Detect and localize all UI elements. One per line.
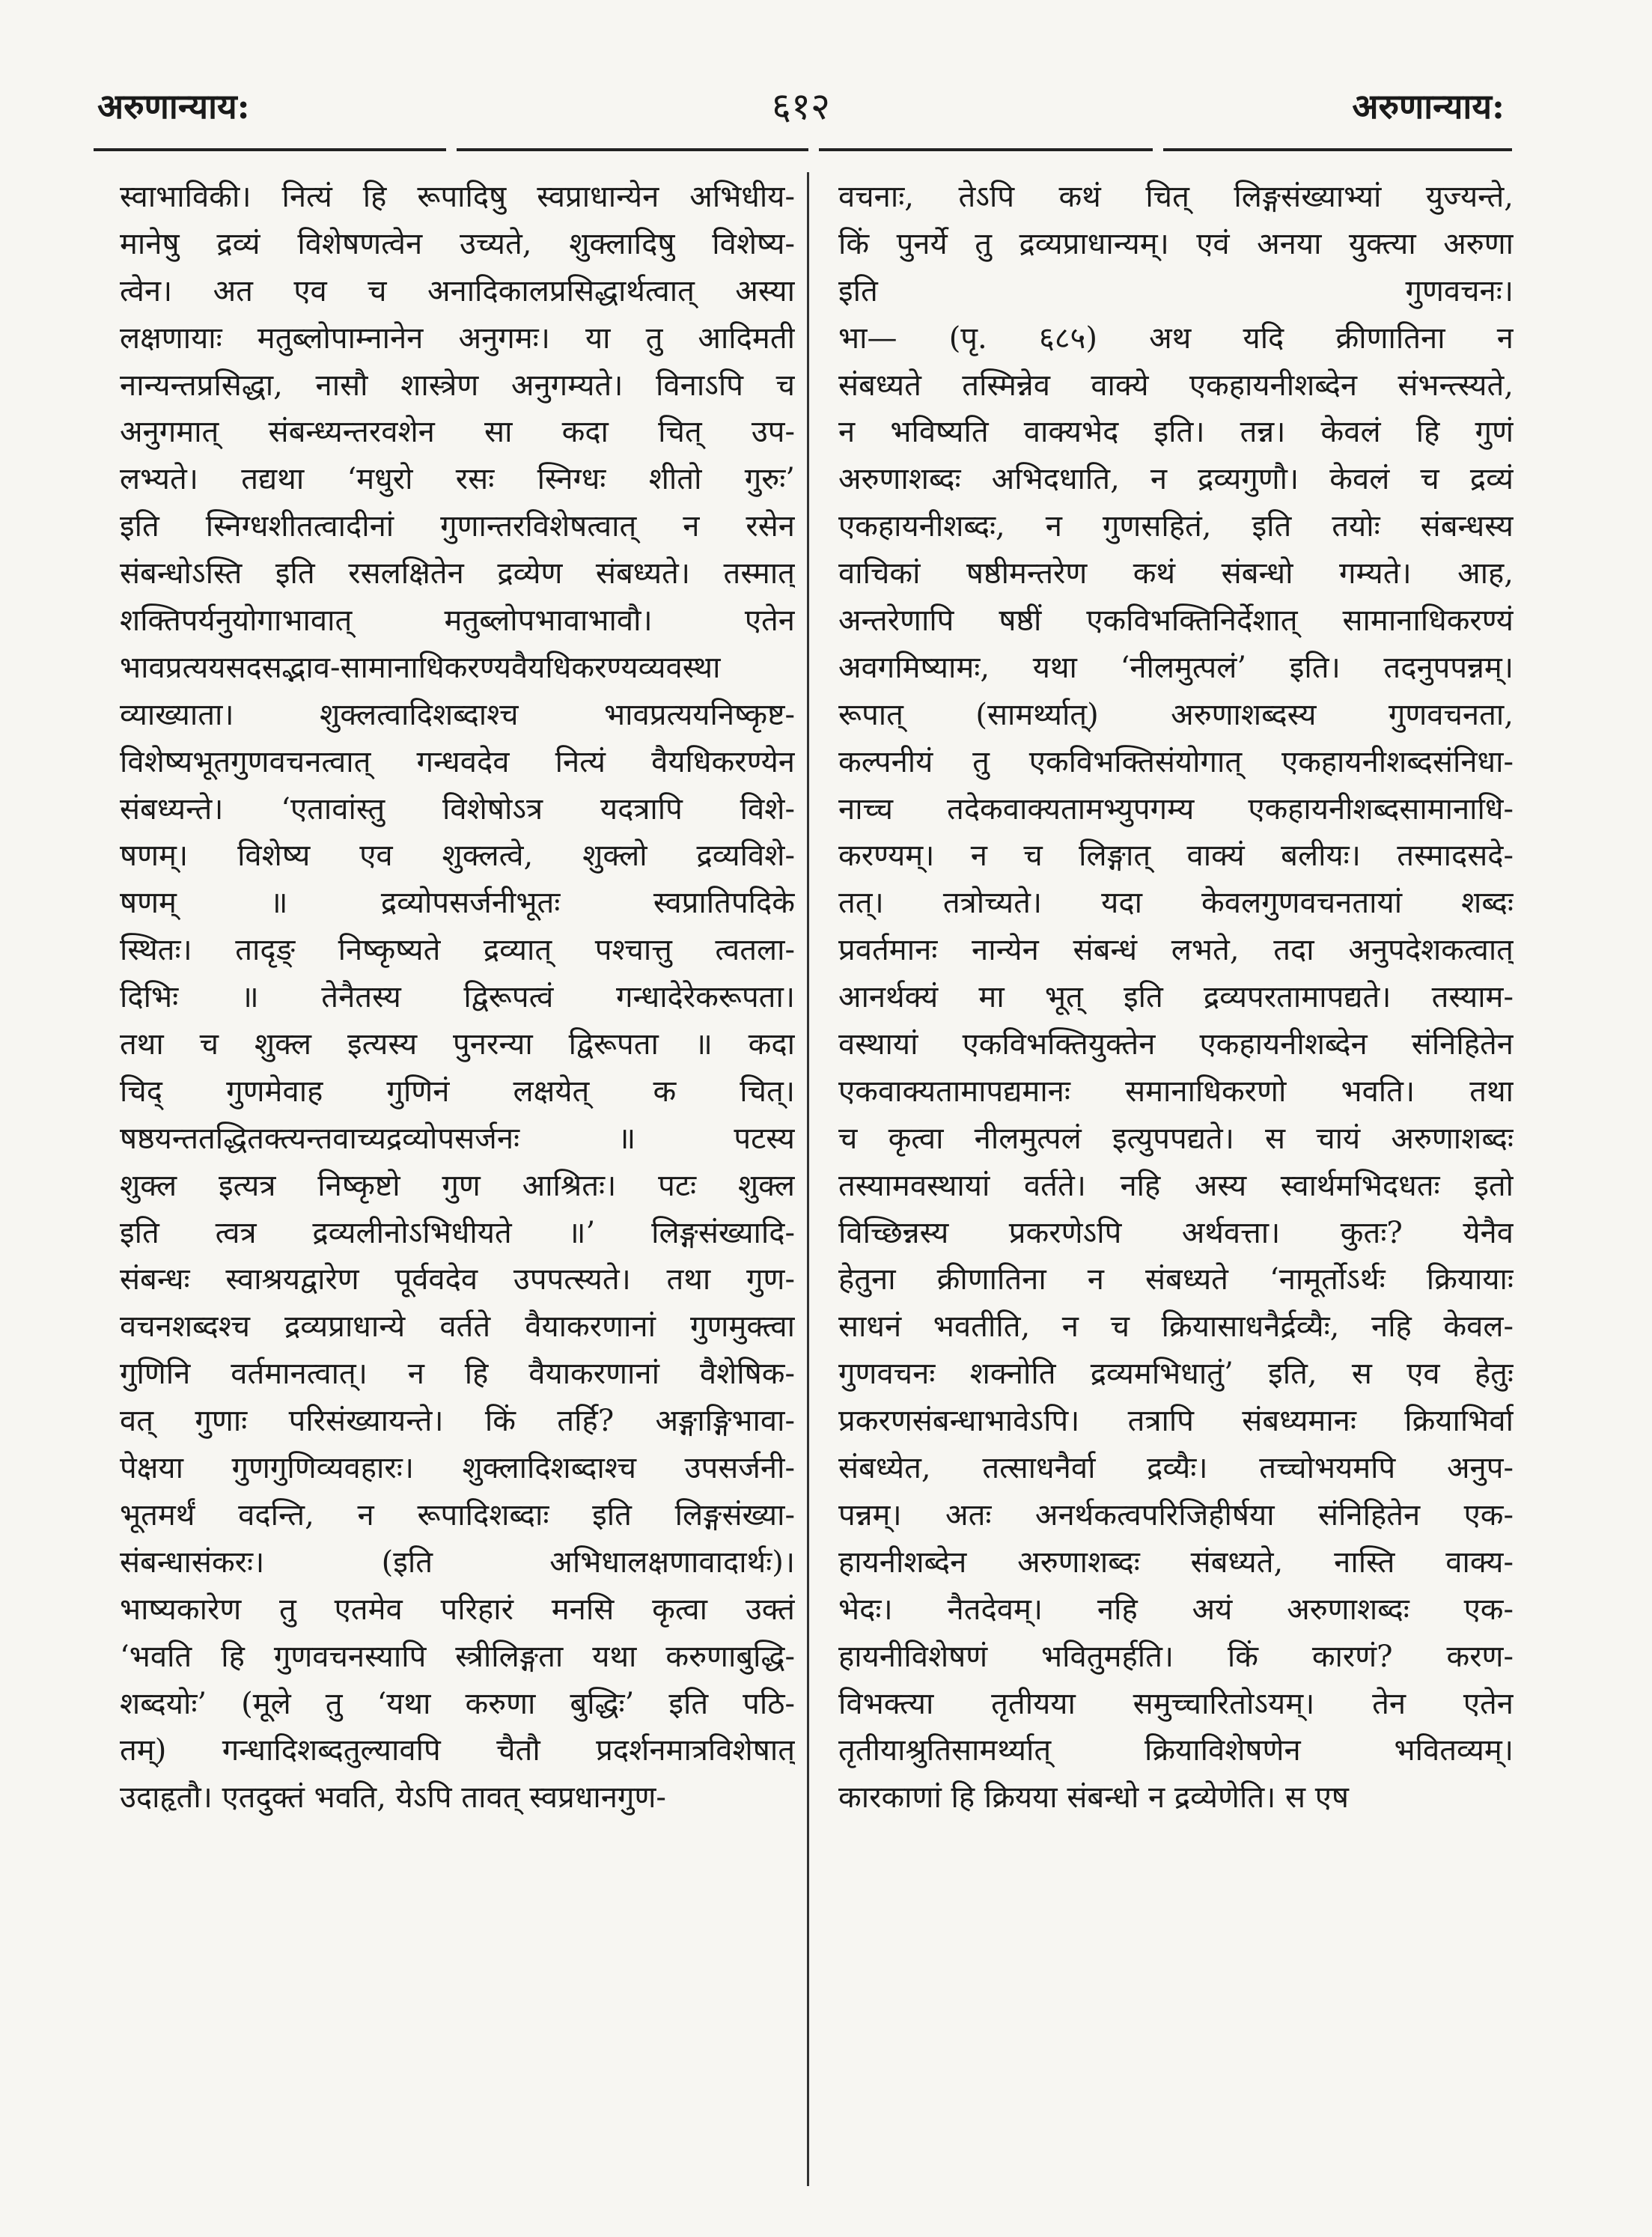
text-line: वस्थायां एकविभक्तियुक्तेन एकहायनीशब्देन संनिहितेन [838, 1027, 1514, 1062]
text-line: संबन्धोऽस्ति इति रसलक्षितेन द्रव्येण संबध्यते। तस्मात् [120, 556, 795, 591]
text-line: भावप्रत्ययसदसद्भाव-सामानाधिकरण्यवैयधिकरण्यव्यवस्था [120, 650, 721, 685]
text-line: करण्यम्। न च लिङ्गात् वाक्यं बलीयः। तस्मादसदे- [838, 839, 1514, 874]
text-line: कारकाणां हि क्रियया संबन्धो न द्रव्येणेति। स एष [838, 1780, 1350, 1816]
text-line: उदाहृतौ। एतदुक्तं भवति, येऽपि तावत् स्वप्रधानगुण- [120, 1780, 666, 1816]
text-line: विभक्त्या तृतीयया समुच्चारितोऽयम्। तेन एतेन [838, 1686, 1514, 1721]
text-line: इति गुणवचनः। [838, 273, 1514, 308]
text-line: पन्नम्। अतः अनर्थकत्वपरिजिहीर्षया संनिहितेन एक- [838, 1497, 1514, 1533]
text-line: संबन्धासंकरः। (इति अभिधालक्षणावादार्थः)। [120, 1544, 795, 1580]
text-line: गुणवचनः शक्नोति द्रव्यमभिधातुं’ इति, स एव हेतुः [838, 1357, 1514, 1392]
text-line: दिभिः ॥ तेनैतस्य द्विरूपत्वं गन्धादेरेकरूपता। [120, 980, 795, 1015]
text-line: षणम् ॥ द्रव्योपसर्जनीभूतः स्वप्रातिपदिके [120, 886, 795, 921]
text-line: गुणिनि वर्तमानत्वात्। न हि वैयाकरणानां वैशेषिक- [120, 1357, 795, 1392]
text-line: वचनाः, तेऽपि कथं चित् लिङ्गसंख्याभ्यां युज्यन्ते, [838, 180, 1514, 214]
rule-break [446, 145, 457, 153]
running-head-left: अरुणान्याय: [97, 86, 250, 127]
text-line: रूपात् (सामर्थ्यात्) अरुणाशब्दस्य गुणवचनता, [838, 697, 1514, 732]
running-head-right: अरुणान्याय: [1352, 86, 1505, 127]
text-line: व्याख्याता। शुक्लत्वादिशब्दाश्च भावप्रत्ययनिष्कृष्ट- [120, 697, 795, 732]
text-line: आनर्थक्यं मा भूत् इति द्रव्यपरतामापद्यते। तस्याम- [838, 980, 1514, 1015]
text-line: नाच्च तदेकवाक्यतामभ्युपगम्य एकहायनीशब्दसामानाधि- [838, 791, 1514, 827]
text-line: विशेष्यभूतगुणवचनत्वात् गन्धवदेव नित्यं वैयधिकरण्येन [120, 744, 795, 779]
text-line: भूतमर्थं वदन्ति, न रूपादिशब्दाः इति लिङ्गसंख्या- [120, 1497, 795, 1533]
text-line: च कृत्वा नीलमुत्पलं इत्युपपद्यते। स चायं अरुणाशब्दः [838, 1121, 1514, 1156]
text-line: संबध्यते तस्मिन्नेव वाक्ये एकहायनीशब्देन संभन्त्स्यते, [838, 368, 1514, 403]
text-line: वत् गुणाः परिसंख्यायन्ते। किं तर्हि? अङ्गाङ्गिभावा- [120, 1404, 795, 1439]
text-line: स्थितः। तादृङ् निष्कृष्यते द्रव्यात् पश्चात्तु त्वतला- [120, 933, 795, 968]
text-line: वाचिकां षष्ठीमन्तरेण कथं संबन्धो गम्यते। आह, [838, 556, 1514, 591]
text-line: साधनं भवतीति, न च क्रियासाधनैर्द्रव्यैः, नहि केवल- [838, 1309, 1514, 1345]
text-line: पेक्षया गुणगुणिव्यवहारः। शुक्लादिशब्दाश्च उपसर्जनी- [120, 1451, 795, 1486]
rule-break [808, 145, 819, 153]
text-line: संबन्धः स्वाश्रयद्वारेण पूर्ववदेव उपपत्स्यते। तथा गुण- [120, 1262, 795, 1297]
text-line: तृतीयाश्रुतिसामर्थ्यात् क्रियाविशेषणेन भवितव्यम्। [838, 1733, 1514, 1768]
text-line: हेतुना क्रीणातिना न संबध्यते ‘नामूर्तोऽर्थः क्रियायाः [838, 1262, 1514, 1297]
text-line: मानेषु द्रव्यं विशेषणत्वेन उच्यते, शुक्लादिषु विशेष्य- [120, 226, 795, 261]
page-number: ६१२ [772, 85, 830, 128]
text-line: अरुणाशब्दः अभिदधाति, न द्रव्यगुणौ। केवलं च द्रव्यं [838, 462, 1514, 497]
text-line: चिद् गुणमेवाह गुणिनं लक्षयेत् क चित्। [120, 1074, 795, 1109]
text-line: कल्पनीयं तु एकविभक्तिसंयोगात् एकहायनीशब्दसंनिधा- [838, 744, 1514, 779]
text-line: प्रकरणसंबन्धाभावेऽपि। तत्रापि संबध्यमानः क्रियाभिर्वा [838, 1404, 1514, 1439]
text-line: अन्तरेणापि षष्ठीं एकविभक्तिनिर्देशात् सामानाधिकरण्यं [838, 603, 1514, 639]
text-line: तस्यामवस्थायां वर्तते। नहि अस्य स्वार्थमभिदधतः इतो [838, 1168, 1514, 1203]
text-line: अवगमिष्यामः, यथा ‘नीलमुत्पलं’ इति। तदनुपपन्नम्। [838, 650, 1514, 685]
header-rule [94, 148, 1512, 151]
text-line: अनुगमात् संबन्ध्यन्तरवशेन सा कदा चित् उप- [120, 415, 795, 450]
text-line: इति त्वत्र द्रव्यलीनोऽभिधीयते ॥’ लिङ्गसंख्यादि- [120, 1215, 795, 1250]
text-line: षष्ठयन्ततद्धितक्त्यन्तवाच्यद्रव्योपसर्जनः ॥ पटस्य [120, 1121, 795, 1156]
text-line: तत्। तत्रोच्यते। यदा केवलगुणवचनतायां शब्दः [838, 886, 1514, 921]
text-line: विच्छिन्नस्य प्रकरणेऽपि अर्थवत्ता। कुतः? येनैव [838, 1215, 1514, 1250]
text-line: भेदः। नैतदेवम्। नहि अयं अरुणाशब्दः एक- [838, 1592, 1514, 1627]
text-line: तम्) गन्धादिशब्दतुल्यावपि चैतौ प्रदर्शनमात्रविशेषात् [120, 1733, 795, 1768]
right-column [838, 174, 1514, 1821]
text-line: षणम्। विशेष्य एव शुक्लत्वे, शुक्लो द्रव्यविशे- [120, 839, 795, 874]
text-line: हायनीविशेषणं भवितुमर्हति। किं कारणं? करण- [838, 1639, 1514, 1674]
text-line: इति स्निग्धशीतत्वादीनां गुणान्तरविशेषत्वात् न रसेन [120, 509, 795, 544]
text-line: संबध्येत, तत्साधनैर्वा द्रव्यैः। तच्चोभयमपि अनुप- [838, 1451, 1514, 1486]
page-header [97, 84, 1505, 136]
text-line: भाष्यकारेण तु एतमेव परिहारं मनसि कृत्वा उक्तं [120, 1592, 795, 1627]
text-line: संबध्यन्ते। ‘एतावांस्तु विशेषोऽत्र यदत्रापि विशे- [120, 791, 795, 827]
text-line: प्रवर्तमानः नान्येन संबन्धं लभते, तदा अनुपदेशकत्वात् [838, 933, 1514, 968]
text-line: शक्तिपर्यनुयोगाभावात् मतुब्लोपभावाभावौ। एतेन [120, 603, 795, 639]
text-line: लभ्यते। तद्यथा ‘मधुरो रसः स्निग्धः शीतो गुरुः’ [120, 462, 795, 497]
text-line: एकहायनीशब्दः, न गुणसहितं, इति तयोः संबन्धस्य [838, 509, 1514, 544]
text-line: शब्दयोः’ (मूले तु ‘यथा करुणा बुद्धिः’ इति पठि- [120, 1686, 795, 1721]
rule-break [1153, 145, 1163, 153]
text-line: स्वाभाविकी। नित्यं हि रूपादिषु स्वप्राधान्येन अभिधीय- [120, 180, 795, 214]
text-line: वचनशब्दश्च द्रव्यप्राधान्ये वर्तते वैयाकरणानां गुणमुक्त्वा [120, 1309, 795, 1345]
column-divider [807, 172, 809, 2186]
text-line: लक्षणायाः मतुब्लोपाम्नानेन अनुगमः। या तु आदिमती [120, 320, 795, 356]
text-line: हायनीशब्देन अरुणाशब्दः संबध्यते, नास्ति वाक्य- [838, 1544, 1514, 1580]
text-line: किं पुनर्ये तु द्रव्यप्राधान्यम्। एवं अनया युक्त्या अरुणा [838, 226, 1514, 261]
text-line: ‘भवति हि गुणवचनस्यापि स्त्रीलिङ्गता यथा करुणाबुद्धि- [120, 1639, 795, 1674]
text-line: न भविष्यति वाक्यभेद इति। तन्न। केवलं हि गुणं [838, 415, 1514, 450]
text-line: भा— (पृ. ६८५) अथ यदि क्रीणातिना न [838, 320, 1514, 356]
left-column [120, 174, 795, 1821]
text-line: तथा च शुक्ल इत्यस्य पुनरन्या द्विरूपता ॥ कदा [120, 1027, 795, 1062]
text-line: शुक्ल इत्यत्र निष्कृष्टो गुण आश्रितः। पटः शुक्ल [120, 1168, 795, 1203]
text-line: नान्यन्तप्रसिद्धा, नासौ शास्त्रेण अनुगम्यते। विनाऽपि च [120, 368, 795, 403]
text-line: एकवाक्यतामापद्यमानः समानाधिकरणो भवति। तथा [838, 1074, 1514, 1109]
text-line: त्वेन। अत एव च अनादिकालप्रसिद्धार्थत्वात् अस्या [120, 273, 795, 308]
